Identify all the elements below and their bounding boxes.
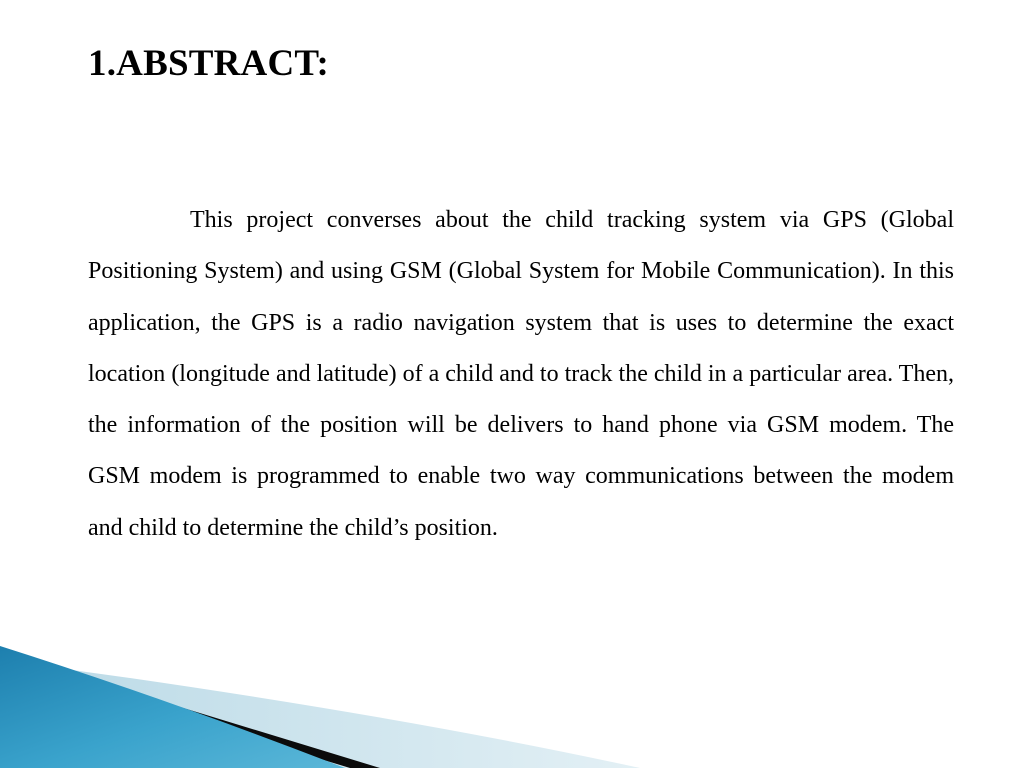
slide-title: 1.ABSTRACT:: [88, 43, 330, 84]
decorative-wave-graphic: [0, 600, 1024, 768]
abstract-paragraph: This project converses about the child tracking system via GPS (Global Positioning System) and using GSM (Global System for Mobile Communication). In this application, the GPS is a radio navigation system that is uses to determine the exact location (longitude and latitude) of a child and to track the child in a particular area. Then, the information of the position will be delivers to hand phone via GSM modem. The GSM modem is programmed to enable two way communications between the modem and child to determine the child’s position.: [88, 207, 954, 541]
